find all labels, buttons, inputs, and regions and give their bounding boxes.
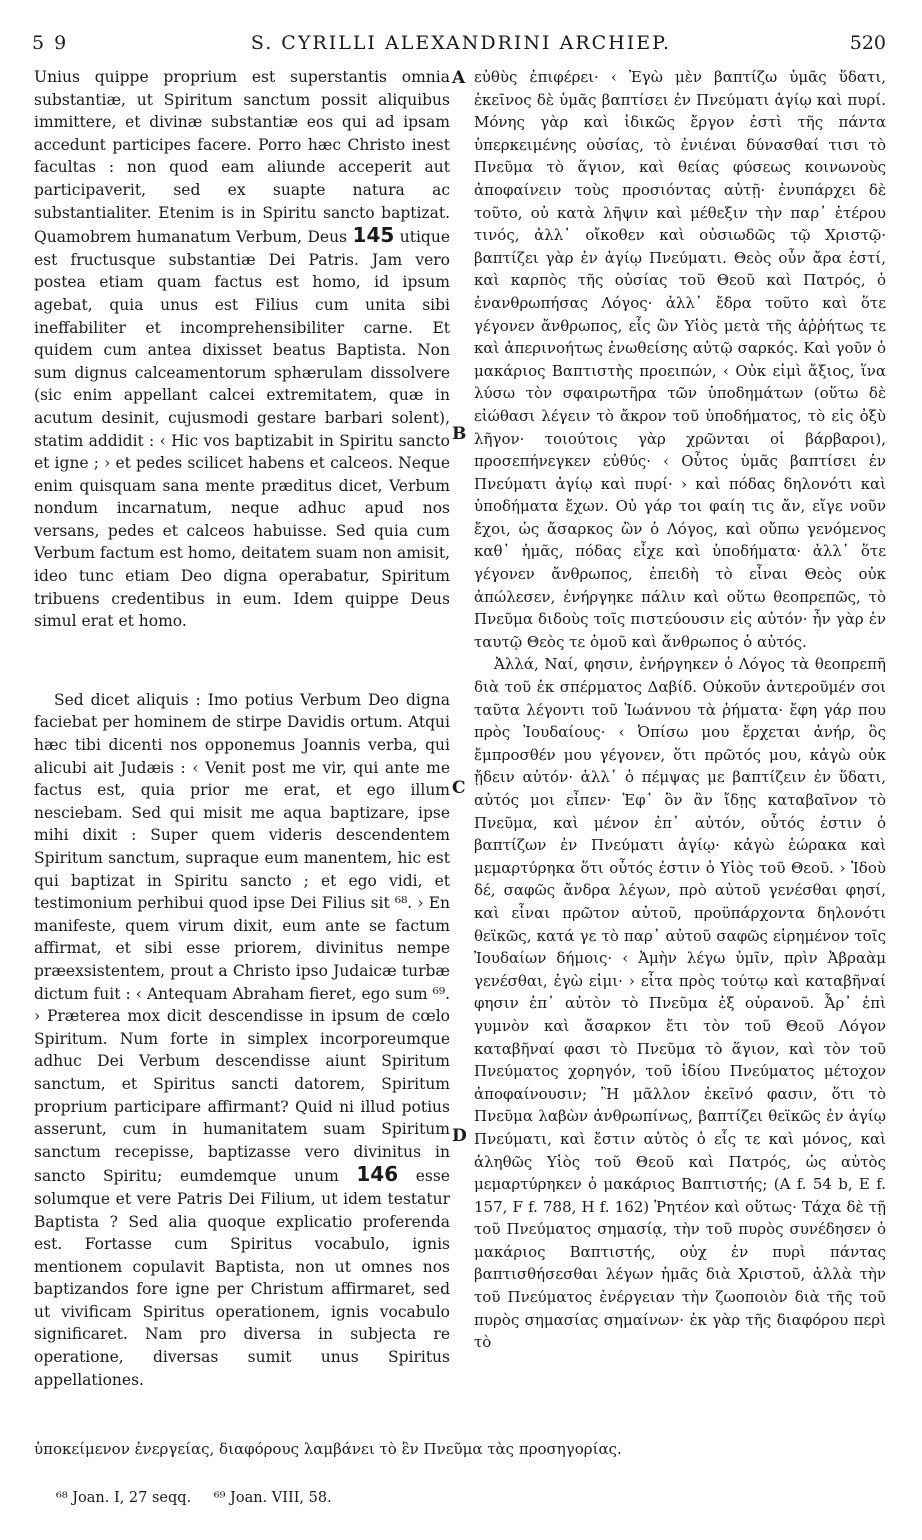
latin-column xyxy=(34,66,450,1391)
page-header xyxy=(0,32,922,62)
latin-paragraph-1 xyxy=(34,66,450,633)
greek-paragraph-1: εὐθὺς ἐπιφέρει· ‹ Ἐγὼ μὲν βαπτίζω ὑμᾶς ὕδατι, ἐκεῖνος δὲ ὑμᾶς βαπτίσει ἐν Πνεύματι ἁγίῳ καὶ πυρί. Μόνης γὰρ καὶ ἰδικῶς ἔργον ἐστὶ τῆς πάντα ὑπερκειμένης οὐσίας, τὸ ἐνιέναι δύνασθαί τισι τὸ Πνεῦμα τὸ ἅγιον, καὶ θείας φύσεως κοινωνοὺς ἀποφαίνειν τοὺς προσιόντας αὐτῇ· ἐνυπάρχει δὲ τοῦτο, οὐ κατὰ λῆψιν καὶ μέθεξιν τὴν παρ᾽ ἑτέρου τινός, ἀλλ᾽ οἴκοθεν καὶ οὐσιωδῶς τῷ Χριστῷ· βαπτίζει γὰρ ἐν ἁγίῳ Πνεύματι. Θεὸς οὖν ἄρα ἐστί, καὶ καρπὸς τῆς οὐσίας τοῦ Θεοῦ καὶ Πατρός, ὁ ἐνανθρωπήσας Λόγος· ἀλλ᾽ ἔδρα τοῦτο καὶ ὅτε γέγονεν ἄνθρωπος, εἷς ὢν Υἱὸς μετὰ τῆς ἀῤῥήτως τε καὶ ἀπερινοήτως ἑνωθείσης αὐτῷ σαρκός. Καὶ γοῦν ὁ μακάριος Βαπτιστὴς προειπών, ‹ Οὐκ εἰμὶ ἄξιος, ἵνα λύσω τὸν σφαιρωτῆρα τῶν ὑποδημάτων (οὕτω δὲ εἰώθασι λέγειν τὸ ἄκρον τοῦ ὑποδήματος, τὸ εἰς ὀξὺ λῆγον· τοιούτοις γὰρ χρῶνται οἱ βάρβαροι), προσεπήνεγκεν εὐθύς· ‹ Οὗτος ὑμᾶς βαπτίσει ἐν Πνεύματι ἁγίῳ καὶ πυρί· › καὶ πόδας δηλονότι καὶ ὑποδήματα ἔχων. Οὐ γάρ τοι φαίη τις ἄν, εἴγε νοῦν ἔχοι, ὡς ἄσαρκος ὢν ὁ Λόγος, καὶ οὔπω γενόμενος καθ᾽ ἡμᾶς, πόδας εἶχε καὶ ὑποδήματα· ἀλλ᾽ ὅτε γέγονεν ἄνθρωπος, ἐπειδὴ τὸ εἶναι Θεὸς οὐκ ἀπώλεσεν, ἐνήργηκε πάλιν καὶ οὕτω θεοπρεπῶς, τὸ Πνεῦμα διδοὺς τοῖς πιστεύουσιν εἰς αὐτόν· ἦν γὰρ ἐν ταυτῷ Θεὸς τε ὁμοῦ καὶ ἄνθρωπος ὁ αὐτός. xyxy=(474,68,886,651)
section-marker-145: 145 xyxy=(352,223,395,248)
page-number-left: 5 9 xyxy=(32,32,69,54)
latin-text: utique est fructusque substantiæ Dei Patris. Jam vero postea etiam quam factus est homo, id ipsum agebat, quia unus est Filius cum unita sibi ineffabiliter et incomprehensibiliter carne. Et quidem cum antea dixisset beatus Baptista. Non sum dignus calceamentorum sphærulam dissolvere (sic enim appellant calcei extremitatem, quæ in acutum desinit, cujusmodi gestare barbari solent), statim addidit : ‹ Hic vos baptizabit in Spiritu sancto et igne ; › et pedes scilicet habens et calceos. Neque enim quisquam sana mente præditus dicet, Verbum nondum incarnatum, neque adhuc apud nos versans, pedes et calceos habuisse. Sed quia cum Verbum factum est homo, deitatem suam non amisit, ideo tunc etiam Deo digna operabatur, Spiritum tribuens credentibus in eum. Idem quippe Deus simul erat et homo. xyxy=(34,228,451,631)
latin-text: Unius quippe proprium est superstantis omnia substantiæ, ut Spiritum sanctum possit aliquibus immittere, et divinæ substantiæ eos qui ad ipsam accedunt participes facere. Porro hæc Christo inest facultas : non quod eam aliunde acceperit aut participaverit, sed ex suapte natura ac substantialiter. Etenim is in Spiritu sancto baptizat. Quamobrem humanatum Verbum, Deus xyxy=(34,68,450,247)
greek-column xyxy=(474,66,886,1354)
latin-text: esse solumque et vere Patris Dei Filium, ut idem testatur Baptista ? Sed alia quoque explicatio proferenda est. Fortasse cum Spiritus vocabulo, ignis mentionem copulavit Baptista, non ut omnes nos baptizandos fore igne per Christum affirmaret, sed ut vivificam Spiritus operationem, ignis vocabulo significaret. Nam pro diversa in subjecta re operatione, diversas sumit unus Spiritus appellationes. xyxy=(34,1167,450,1389)
footnote-69: ⁶⁹ Joan. VIII, 58. xyxy=(213,1490,332,1506)
running-title: S. CYRILLI ALEXANDRINI ARCHIEP. xyxy=(250,32,672,54)
margin-letter-d: D xyxy=(452,1126,467,1146)
margin-letter-c: C xyxy=(452,778,466,798)
margin-letter-b: B xyxy=(452,424,467,444)
margin-letter-a: A xyxy=(452,68,466,88)
latin-text: Sed dicet aliquis : Imo potius Verbum Deo digna faciebat per hominem de stirpe Davidis ortum. Atqui hæc tibi dicenti nos opponemus Joannis verba, qui alicubi ait Judæis : ‹ Venit post me vir, qui ante me factus est, quia prior me erat, et ego illum nesciebam. Sed qui misit me aqua baptizare, ipse mihi dixit : Super quem videris descendentem Spiritum sanctum, supraque eum manentem, hic est qui baptizat in Spiritu sancto ; et ego vidi, et testimonium perhibui quod ipse Dei Filius sit ⁶⁸. › En manifeste, quem virum dixit, eum ante se factum affirmat, et sibi esse priorem, divinitus nempe præexsistentem, prout a Christo ipso Judaicæ turbæ dictum fuit : ‹ Antequam Abraham fieret, ego sum ⁶⁹. › Præterea mox dicit descendisse in ipsum de cœlo Spiritum. Num forte in simplex incorporeumque adhuc Dei Verbum descendisse aiunt Spiritum sanctum, et Spiritus sancti datorem, Spiritum proprium participare affirmant? Quid ni illud potius asserunt, cum in humanitatem suam Spiritum sanctum recepisse, baptizasse vero divinitus in sancto Spiritu; eumdemque unum xyxy=(34,690,450,1186)
footnotes xyxy=(56,1490,350,1506)
page-number-right: 520 xyxy=(849,32,886,54)
footnote-68: ⁶⁸ Joan. I, 27 seqq. xyxy=(56,1490,192,1506)
greek-paragraph-2: Ἀλλά, Ναί, φησιν, ἐνήργηκεν ὁ Λόγος τὰ θεοπρεπῆ διὰ τοῦ ἐκ σπέρματος Δαβίδ. Οὐκοῦν ἀντεροῦμέν σοι ταῦτα λέγοντι τοῦ Ἰωάννου τὰ ῥήματα· ἔφη γάρ που πρὸς Ἰουδαίους· ‹ Ὀπίσω μου ἔρχεται ἀνήρ, ὃς ἔμπροσθέν μου γέγονεν, ὅτι πρῶτός μου, κἀγὼ οὐκ ᾔδειν αὐτόν· ἀλλ᾽ ὁ πέμψας με βαπτίζειν ἐν ὕδατι, αὐτός μοι εἶπεν· Ἐφ᾽ ὃν ἂν ἴδῃς καταβαῖνον τὸ Πνεῦμα, καὶ μένον ἐπ᾽ αὐτόν, οὗτός ἐστιν ὁ βαπτίζων ἐν Πνεύματι ἁγίῳ· κἀγὼ ἑώρακα καὶ μεμαρτύρηκα ὅτι οὗτός ἐστιν ὁ Υἱὸς τοῦ Θεοῦ. › Ἰδοὺ δέ, σαφῶς ἄνδρα λέγων, πρὸ αὐτοῦ γενέσθαι φησί, καὶ εἶναι πρῶτον αὐτοῦ, προϋπάρχοντα δηλονότι θεϊκῶς, κατά γε τὸ παρ᾽ αὐτοῦ σαφῶς εἰρημένον τοῖς Ἰουδαίων δήμοις· ‹ Ἀμὴν λέγω ὑμῖν, πρὶν Ἀβραὰμ γενέσθαι, ἐγὼ εἰμι· › εἶτα πρὸς τούτῳ καὶ καταβῆναί φησιν ἐπ᾽ αὐτὸν τὸ Πνεῦμα ἐξ οὐρανοῦ. Ἆρ᾽ ἐπὶ γυμνὸν καὶ ἄσαρκον ἔτι τὸν τοῦ Θεοῦ Λόγον καταβῆναί φασι τὸ Πνεῦμα τὸ ἅγιον, καὶ τὸν τοῦ Πνεύματος χορηγόν, τοῦ ἰδίου Πνεύματος μέτοχον ἀποφαίνουσιν; Ἢ μᾶλλον ἐκεῖνό φασιν, ὅτι τὸ Πνεῦμα λαβὼν ἀνθρωπίνως, βαπτίζει θεϊκῶς ἐν ἁγίῳ Πνεύματι, καὶ ἔστιν αὐτὸς ὁ εἷς τε καὶ μόνος, καὶ ἀληθῶς Υἱὸς τοῦ Θεοῦ καὶ Πατρός, ὡς αὐτὸς μεμαρτύρηκεν ὁ μακάριος Βαπτιστής; (A f. 54 b, E f. 157, F f. 788, H f. 162) Ῥητέον καὶ οὕτως· Τάχα δὲ τῇ τοῦ Πνεύματος σημασίᾳ, τὴν τοῦ πυρὸς συνέδησεν ὁ μακάριος Βαπτιστής, οὐχ ἐν πυρὶ πάντας βαπτισθήσεσθαι λέγων ἡμᾶς διὰ Χριστοῦ, ἀλλὰ τὴν τοῦ Πνεύματος ἐνέργειαν τὴν ζωοποιὸν διὰ τῆς τοῦ πυρὸς σημασίας σημαίνων· ἐκ γὰρ τῆς διαφόρου περὶ τὸ xyxy=(474,655,886,1352)
greek-continuation-line: ὑποκείμενον ἐνεργείας, διαφόρους λαμβάνει τὸ ἓν Πνεῦμα τὰς προσηγορίας. xyxy=(34,1440,622,1458)
latin-paragraph-2 xyxy=(34,689,450,1391)
section-marker-146: 146 xyxy=(356,1162,399,1187)
